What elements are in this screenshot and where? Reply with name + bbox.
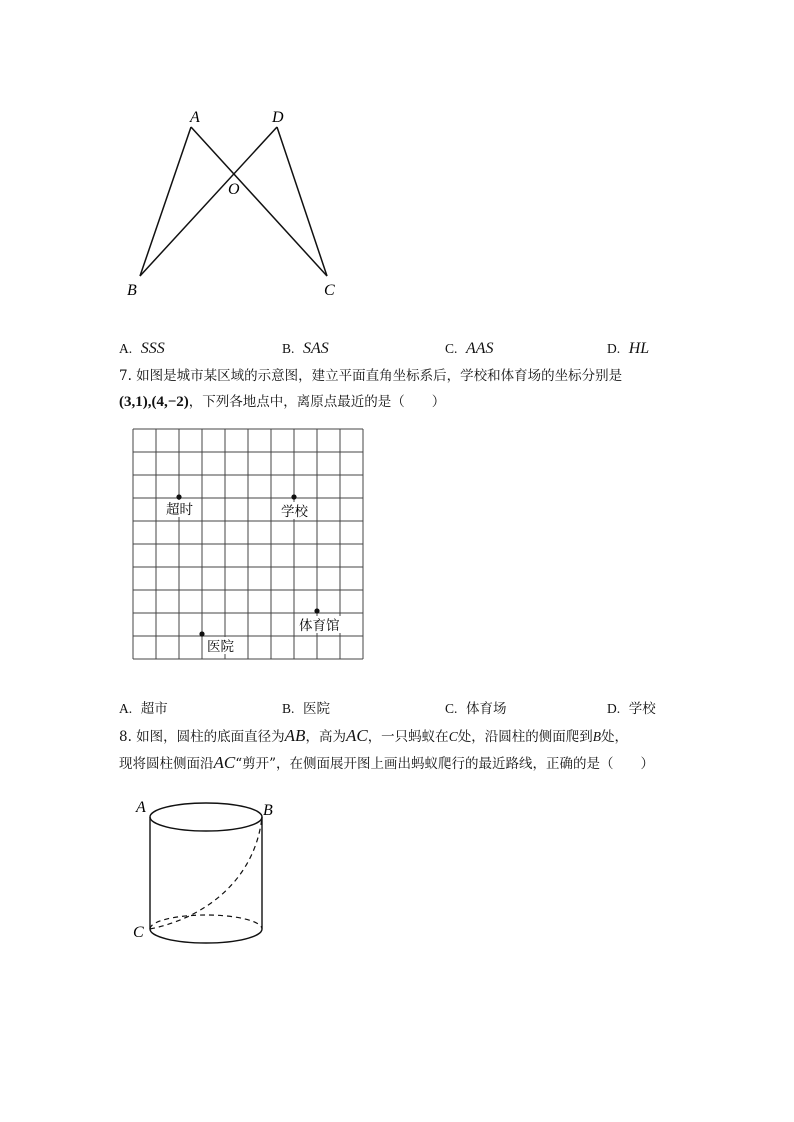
q7-stem-line1: 7. 如图是城市某区域的示意图，建立平面直角坐标系后，学校和体育场的坐标分别是 bbox=[119, 368, 623, 384]
q8-stem-line2 bbox=[119, 754, 654, 773]
q6-option-b[interactable] bbox=[282, 340, 329, 358]
option-letter: A. bbox=[119, 341, 133, 356]
option-value: 学校 bbox=[628, 701, 656, 717]
cyl-label-C: C bbox=[133, 924, 144, 941]
option-value: 体育场 bbox=[465, 701, 507, 717]
option-value: HL bbox=[628, 340, 650, 357]
label-A: A bbox=[190, 109, 200, 126]
triangle-figure bbox=[110, 100, 360, 310]
option-value: SSS bbox=[140, 340, 165, 357]
ant-path bbox=[150, 817, 262, 929]
label-C: C bbox=[324, 282, 335, 299]
option-letter: B. bbox=[282, 701, 295, 716]
q7-option-b[interactable] bbox=[282, 700, 330, 718]
segment-AB bbox=[140, 127, 191, 276]
option-letter: B. bbox=[282, 341, 295, 356]
city-map-grid bbox=[128, 424, 368, 664]
cyl-label-B: B bbox=[263, 802, 273, 819]
q7-option-a[interactable] bbox=[119, 700, 168, 718]
q8-math-ac: AC bbox=[213, 753, 236, 772]
q7-coordinates: (3,1),(4,−2) bbox=[119, 394, 189, 410]
q8-math-ac: AC bbox=[345, 726, 368, 745]
option-letter: D. bbox=[607, 341, 621, 356]
hospital-point bbox=[199, 631, 204, 636]
cylinder-figure bbox=[128, 795, 278, 945]
option-value: AAS bbox=[465, 340, 494, 357]
hospital-label: 医院 bbox=[207, 639, 234, 654]
cyl-label-A: A bbox=[136, 799, 146, 816]
q8-stem-line1 bbox=[119, 727, 628, 746]
bottom-front-arc bbox=[150, 929, 262, 943]
q8-text: ，一只蚂蚁在 bbox=[367, 729, 449, 745]
q7-stem-rest: ，下列各地点中，离原点最近的是（ ） bbox=[188, 394, 446, 410]
school-point bbox=[291, 494, 296, 499]
school-label: 学校 bbox=[281, 504, 308, 519]
q8-point-c: C bbox=[448, 729, 458, 744]
q8-text: 处， bbox=[600, 729, 628, 745]
top-ellipse bbox=[150, 803, 262, 831]
q7-option-c[interactable] bbox=[445, 700, 506, 718]
q8-text: 8. 如图，圆柱的底面直径为 bbox=[119, 729, 285, 745]
q8-text: “剪开”，在侧面展开图上画出蚂蚁爬行的最近路线，正确的是（ ） bbox=[235, 756, 655, 772]
option-value: 医院 bbox=[302, 701, 330, 717]
supermarket-label: 超时 bbox=[166, 502, 193, 517]
option-letter: A. bbox=[119, 701, 133, 716]
q8-text: 处，沿圆柱的侧面爬到 bbox=[457, 729, 593, 745]
segment-DC bbox=[277, 127, 327, 276]
q6-option-a[interactable] bbox=[119, 340, 165, 358]
option-value: 超市 bbox=[140, 701, 168, 717]
supermarket-point bbox=[176, 494, 181, 499]
q6-option-c[interactable] bbox=[445, 340, 494, 358]
q6-option-d[interactable] bbox=[607, 340, 649, 358]
q7-option-d[interactable] bbox=[607, 700, 656, 718]
q7-stem-line2 bbox=[119, 393, 445, 411]
q8-text: 现将圆柱侧面沿 bbox=[119, 756, 214, 772]
gym-label: 体育馆 bbox=[299, 618, 340, 633]
gym-point bbox=[314, 608, 319, 613]
segment-DB bbox=[140, 127, 277, 276]
label-D: D bbox=[272, 109, 284, 126]
option-value: SAS bbox=[302, 340, 329, 357]
segment-AC bbox=[191, 127, 327, 276]
bottom-back-arc bbox=[150, 915, 262, 929]
option-letter: C. bbox=[445, 341, 458, 356]
option-letter: C. bbox=[445, 701, 458, 716]
q8-point-b: B bbox=[592, 729, 601, 744]
option-letter: D. bbox=[607, 701, 621, 716]
label-B: B bbox=[127, 282, 137, 299]
label-O: O bbox=[228, 181, 240, 198]
q8-math-ab: AB bbox=[284, 726, 306, 745]
q8-text: ，高为 bbox=[305, 729, 346, 745]
